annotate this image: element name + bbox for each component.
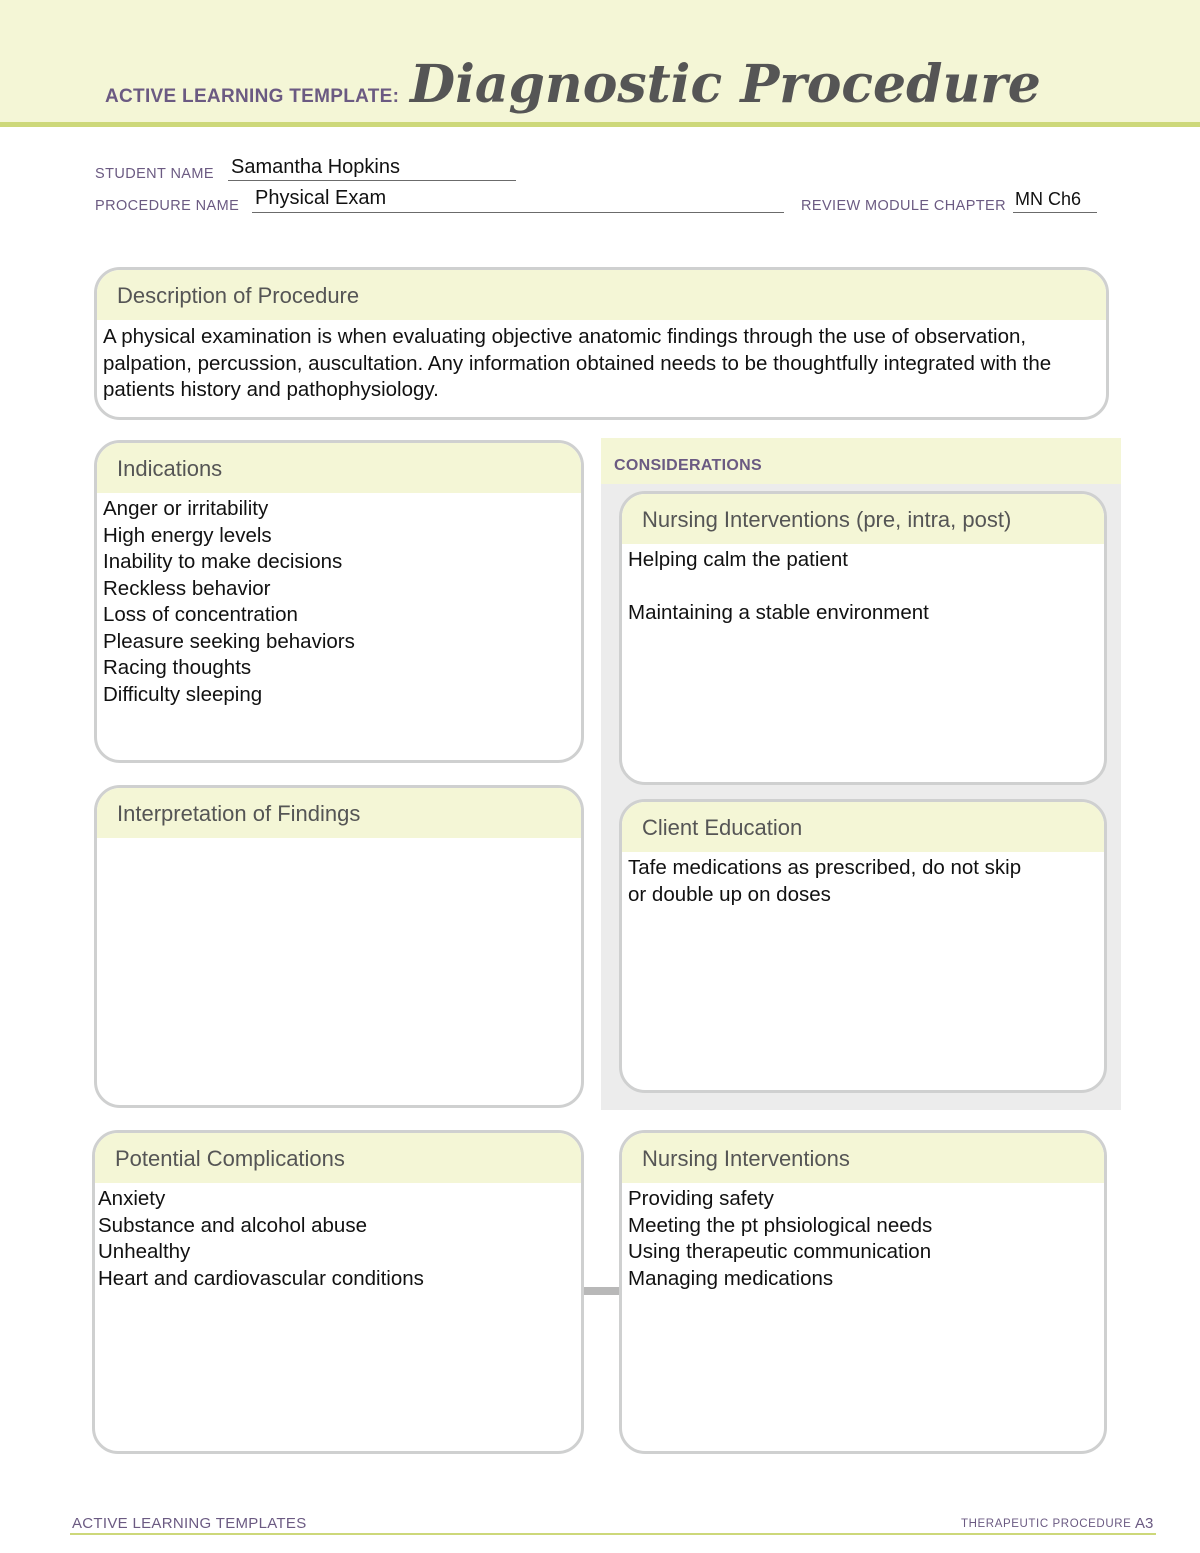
template-title: Diagnostic Procedure <box>410 54 1041 115</box>
complications-title: Potential Complications <box>115 1146 345 1171</box>
list-item: Meeting the pt phsiological needs <box>628 1213 933 1237</box>
student-name-line <box>228 180 516 181</box>
list-item: Using therapeutic communication <box>628 1240 932 1263</box>
indications-title: Indications <box>117 456 223 481</box>
list-item: Substance and alcohol abuse <box>98 1213 367 1237</box>
procedure-name-line <box>252 212 784 213</box>
list-item: Loss of concentration <box>103 603 298 626</box>
client-education-text[interactable] <box>622 852 1104 911</box>
list-item: Providing safety <box>628 1187 774 1210</box>
procedure-name-field[interactable]: Physical Exam <box>255 187 387 209</box>
interpretation-box <box>94 785 584 1108</box>
nursing-interventions-pre-list[interactable] <box>622 544 1104 629</box>
considerations-label: CONSIDERATIONS <box>614 457 762 474</box>
nursing-interventions-title: Nursing Interventions <box>642 1146 850 1171</box>
description-header <box>97 270 1106 320</box>
indications-box <box>94 440 584 763</box>
nursing-interventions-list[interactable] <box>622 1183 1104 1295</box>
review-module-field[interactable]: MN Ch6 <box>1015 189 1082 209</box>
footer-left-label: ACTIVE LEARNING TEMPLATES <box>72 1515 307 1532</box>
list-item: High energy levels <box>103 523 272 547</box>
complications-box <box>92 1130 584 1454</box>
list-item: Pleasure seeking behaviors <box>103 629 355 653</box>
complications-header <box>95 1133 581 1183</box>
nursing-interventions-header <box>622 1133 1104 1183</box>
client-education-box <box>619 799 1107 1093</box>
client-education-header <box>622 802 1104 852</box>
list-item: Anger or irritability <box>103 497 269 520</box>
interpretation-text-area[interactable] <box>97 838 581 844</box>
description-title: Description of Procedure <box>117 283 360 308</box>
review-module-line <box>1013 212 1097 213</box>
text-line: or double up on doses <box>628 882 831 906</box>
considerations-header <box>601 438 1121 484</box>
list-item: Difficulty sleeping <box>103 682 263 706</box>
review-module-label: REVIEW MODULE CHAPTER <box>801 198 1006 214</box>
nursing-interventions-pre-title: Nursing Interventions (pre, intra, post) <box>642 507 1012 532</box>
header-rule <box>0 122 1200 127</box>
list-item: Reckless behavior <box>103 576 271 600</box>
list-item: Unhealthy <box>98 1240 191 1263</box>
footer-rule <box>70 1533 1156 1535</box>
text-line: Tafe medications as prescribed, do not skip <box>628 856 1022 879</box>
complications-list[interactable] <box>95 1183 581 1295</box>
nursing-interventions-pre-header <box>622 494 1104 544</box>
description-text[interactable]: A physical examination is when evaluating objective anatomic findings through the use of observation, palpation, percussion, auscultation. Any information obtained needs to be thoughtfully integrated with the patients history and pathophysiology. <box>103 325 1052 401</box>
template-label: ACTIVE LEARNING TEMPLATE: <box>105 86 400 107</box>
indications-list[interactable] <box>97 493 581 711</box>
list-item: Managing medications <box>628 1266 834 1290</box>
page-number: A3 <box>1135 1515 1154 1532</box>
student-name-label: STUDENT NAME <box>95 166 214 182</box>
indications-header <box>97 443 581 493</box>
list-item: Helping calm the patient <box>628 548 848 571</box>
student-name-field[interactable]: Samantha Hopkins <box>231 156 400 178</box>
procedure-name-label: PROCEDURE NAME <box>95 198 240 214</box>
list-item: Inability to make decisions <box>103 550 343 573</box>
nursing-interventions-pre-box <box>619 491 1107 785</box>
list-item: Anxiety <box>98 1187 166 1210</box>
connector-bar <box>582 1287 622 1295</box>
list-item: Heart and cardiovascular conditions <box>98 1266 424 1290</box>
interpretation-header <box>97 788 581 838</box>
nursing-interventions-box <box>619 1130 1107 1454</box>
description-box <box>94 267 1109 420</box>
interpretation-title: Interpretation of Findings <box>117 801 361 826</box>
client-education-title: Client Education <box>642 815 803 840</box>
list-item: Racing thoughts <box>103 656 252 679</box>
list-item: Maintaining a stable environment <box>628 600 929 624</box>
footer-right-label: THERAPEUTIC PROCEDURE <box>961 1518 1132 1530</box>
